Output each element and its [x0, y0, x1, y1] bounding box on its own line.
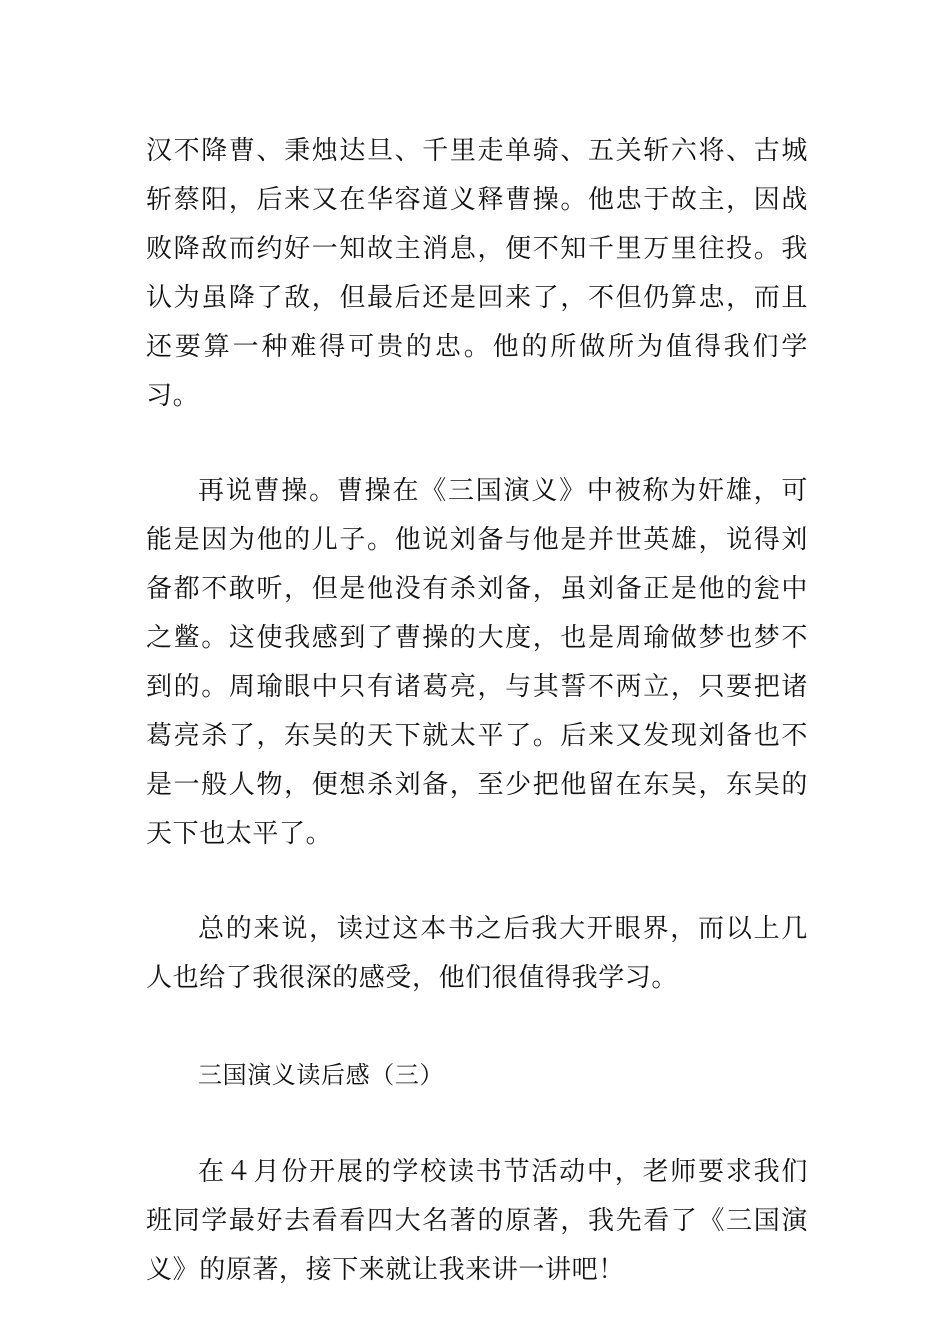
- paragraph-cao-cao: 再说曹操。曹操在《三国演义》中被称为奸雄，可能是因为他的儿子。他说刘备与他是并世英雄，说得刘备都不敢听，但是他没有杀刘备，虽刘备正是他的瓮中之鳖。这使我感到了曹操的大度，也是周瑜做梦也梦不到的。周瑜眼中只有诸葛亮，与其誓不两立，只要把诸葛亮杀了，东吴的天下就太平了。后来又发现刘备也不是一般人物，便想杀刘备，至少把他留在东吴，东吴的天下也太平了。: [146, 476, 808, 849]
- document-page: [146, 127, 808, 1295]
- paragraph-guan-yu: 汉不降曹、秉烛达旦、千里走单骑、五关斩六将、古城斩蔡阳，后来又在华容道义释曹操。他忠于故主，因战败降敌而约好一知故主消息，便不知千里万里往投。我认为虽降了敌，但最后还是回来了，不但仍算忠，而且还要算一种难得可贵的忠。他的所做所为值得我们学习。: [146, 136, 808, 411]
- paragraph-intro: 在４月份开展的学校读书节活动中，老师要求我们班同学最好去看看四大名著的原著，我先看了《三国演义》的原著，接下来就让我来讲一讲吧！: [146, 1157, 808, 1285]
- paragraph-conclusion: 总的来说，读过这本书之后我大开眼界，而以上几人也给了我很深的感受，他们很值得我学习。: [146, 914, 808, 993]
- section-heading: 三国演义读后感（三）: [198, 1061, 444, 1089]
